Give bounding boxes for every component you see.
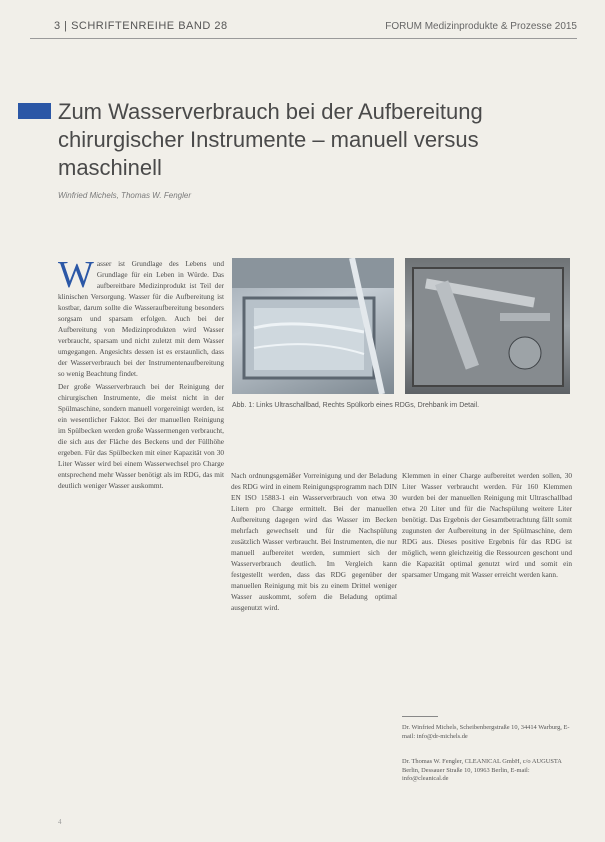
body-paragraph: Klemmen in einer Charge aufbereitet werden sollen, 30 Liter Wasser verbraucht werden. Für 160 Klemmen wurden bei der manuellen Reinigung mit Ultraschallbad etwa 20 Liter und für die Nachspülung weitere Liter benötigt. Das Ergebnis der Gesamtbetrachtung fällt somit zugunsten der Aufbereitung in der Spülmaschine, dem RDG aus. Dieses positive Ergebnis für das RDG ist möglich, wenn gleichzeitig die Ressourcen geschont und die Kapazität optimal genutzt wird und somit ein sparsamer Umgang mit Wasser erreicht werden kann. <box>402 471 572 579</box>
title-accent-bar <box>18 103 51 119</box>
drop-cap: W <box>58 254 94 296</box>
running-header-right: FORUM Medizinprodukte & Prozesse 2015 <box>385 21 577 32</box>
author-footnote: Dr. Winfried Michels, Scheibenbergstraße 10, 34414 Warburg, E-mail: info@dr-michels.de <box>402 724 570 740</box>
article-authors: Winfried Michels, Thomas W. Fengler <box>58 191 191 200</box>
ultrasonic-bath-photo <box>232 258 394 394</box>
page-number: 4 <box>58 818 62 826</box>
text-column-3 <box>402 470 572 582</box>
lead-paragraph <box>58 254 224 379</box>
lead-text: asser ist Grundlage des Lebens und Grundlage für ein Leben in Würde. Das aufbereitbare Medizinprodukt ist Teil der klinischen Versorgung. Wasser für die Aufbereitung ist kostbar, darum sollte die Wasseraufbereitung besonders sorgsam und sparsam erfolgen. Auch bei der Aufbereitung von Medizinprodukten wird Wasser verbraucht, sparsam und nicht zuletzt mit dem Wasser umgegangen. Angesichts dessen ist es erstaunlich, dass der Wasserverbrauch bei der Instrumentenaufbereitung so wenig Beachtung findet. <box>58 259 224 378</box>
body-paragraph: Der große Wasserverbrauch bei der Reinigung der chirurgischen Instrumente, die meist nicht in der Spülmaschine, sondern manuell vorgereinigt werden, ist ein wesentlicher Faktor. Bei der manuellen Reinigung im Spülbecken werden große Wassermengen verbraucht, die sich aus der Fläche des Beckens und der Füllhöhe ergeben. Für das Spülbecken mit einer Kapazität von 30 Liter Wasser wird bei einem Wasserwechsel pro Charge entsprechend mehr Wasser benötigt als im RDG, das mit deutlich weniger Wasser auskommt. <box>58 382 224 490</box>
author-footnote: Dr. Thomas W. Fengler, CLEANICAL GmbH, c/o AUGUSTA Berlin, Dessauer Straße 10, 10963 Berlin, E-mail: info@cleanical.de <box>402 758 562 782</box>
text-column-2 <box>231 470 397 615</box>
running-header-left: 3 | SCHRIFTENREIHE BAND 28 <box>54 20 228 32</box>
washer-disinfector-basket-photo <box>405 258 570 394</box>
header-rule <box>30 38 577 39</box>
footnote-rule <box>402 716 438 717</box>
body-paragraph: Nach ordnungsgemäßer Vorreinigung und der Beladung des RDG wird in einem Reinigungsprogramm nach DIN EN ISO 15883-1 ein Wasserverbrauch von etwa 30 Litern pro Charge ermittelt. Bei der manuellen Aufbereitung dagegen wird das Wasser im Becken mehrfach gewechselt und für die Nachspülung zusätzlich Wasser verbraucht. Bei Instrumenten, die nur manuell aufbereitet werden, summiert sich der Wasserverbrauch deutlich. Im Vergleich kann festgestellt werden, dass das RDG gegenüber der manuellen Reinigung mit bis zu einem Drittel weniger Wasser auskommt, sofern die Beladung optimal ausgenutzt wird. <box>231 471 397 612</box>
title-block <box>18 98 578 182</box>
article-title: Zum Wasserverbrauch bei der Aufbereitung chirurgischer Instrumente – manuell versus maschinell <box>58 99 483 180</box>
figure-caption: Abb. 1: Links Ultraschallbad, Rechts Spülkorb eines RDGs, Drehbank im Detail. <box>232 402 480 409</box>
text-column-1 <box>58 254 224 493</box>
